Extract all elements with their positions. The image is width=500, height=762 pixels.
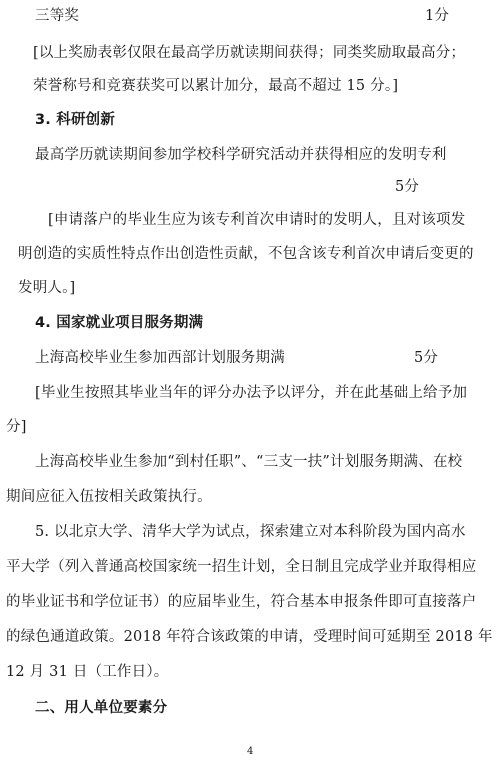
pilot-policy-line-4: 的绿色通道政策。2018 年符合该政策的申请，受理时间可延期至 2018 年 [6,629,493,645]
research-note-line-1: [申请落户的毕业生应为该专利首次申请时的发明人，且对该项发 [48,212,466,228]
award-third-label: 三等奖 [35,8,80,24]
section-heading-employment: 4. 国家就业项目服务期满 [35,315,204,331]
award-note-line-1: [以上奖励表彰仅限在最高学历就读期间获得；同类奖励取最高分； [33,45,466,61]
western-plan-note-line-1: [毕业生按照其毕业当年的评分办法予以评分，并在此基础上给予加 [35,385,468,401]
western-plan-note-line-2: 分] [6,419,27,435]
research-score: 5分 [395,179,420,195]
section-heading-research: 3. 科研创新 [35,112,116,128]
village-program-line-2: 期间应征入伍按相关政策执行。 [6,489,212,505]
western-plan-item: 上海高校毕业生参加西部计划服务期满 [35,350,285,366]
section-heading-employer: 二、用人单位要素分 [35,700,168,716]
page-number: 4 [247,746,254,757]
award-note-line-2: 荣誉称号和竞赛获奖可以累计加分，最高不超过 15 分。] [33,78,399,94]
village-program-line-1: 上海高校毕业生参加“到村任职”、“三支一扶”计划服务期满、在校 [35,454,463,470]
research-item: 最高学历就读期间参加学校科学研究活动并获得相应的发明专利 [35,147,447,163]
research-note-line-3: 发明人。] [18,280,76,296]
western-plan-score: 5分 [414,350,439,366]
research-note-line-2: 明创造的实质性特点作出创造性贡献，不包含该专利首次申请后变更的 [18,246,474,262]
pilot-policy-line-1: 5. 以北京大学、清华大学为试点，探索建立对本科阶段为国内高水 [35,524,466,540]
pilot-policy-line-5: 12 月 31 日（工作日）。 [6,664,169,680]
award-third-score: 1分 [425,8,450,24]
pilot-policy-line-2: 平大学（列入普通高校国家统一招生计划，全日制且完成学业并取得相应 [6,559,477,575]
pilot-policy-line-3: 的毕业证书和学位证书）的应届毕业生，符合基本申报条件即可直接落户 [6,594,477,610]
